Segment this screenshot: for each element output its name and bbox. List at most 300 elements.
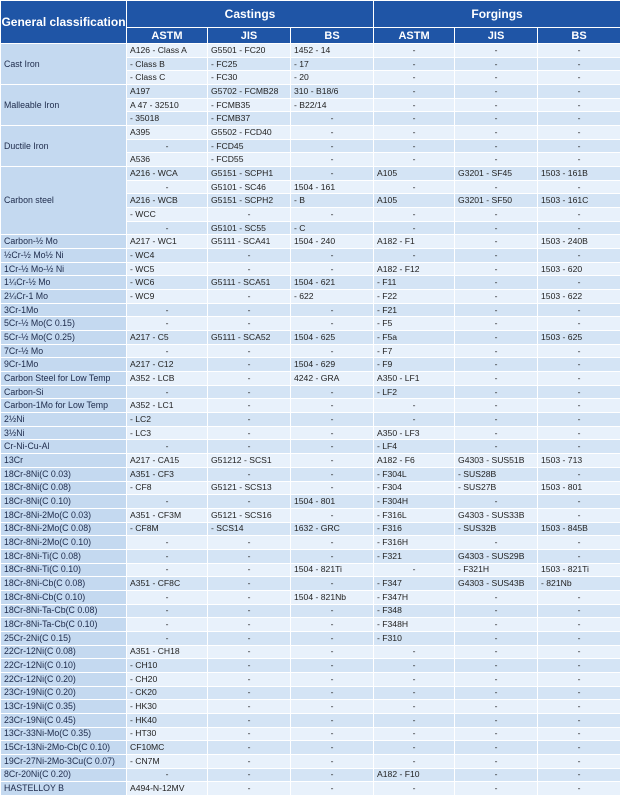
castings-jis-cell: - bbox=[208, 317, 291, 331]
forgings-jis-cell: - bbox=[455, 754, 538, 768]
castings-header: Castings bbox=[127, 1, 374, 28]
classification-cell: 1¼Cr-½ Mo bbox=[1, 276, 127, 290]
castings-jis-cell: G5101 - SC46 bbox=[208, 180, 291, 194]
castings-astm-cell: - bbox=[127, 385, 208, 399]
castings-bs-cell: - bbox=[291, 768, 374, 782]
castings-bs-cell: - bbox=[291, 208, 374, 222]
castings-astm-cell: - LC3 bbox=[127, 426, 208, 440]
castings-astm-cell: - Class B bbox=[127, 57, 208, 71]
forgings-bs-cell: - bbox=[538, 467, 620, 481]
forgings-astm-cell: - F5a bbox=[374, 331, 455, 345]
forgings-bs-cell: - bbox=[538, 618, 620, 632]
forgings-bs-cell: - bbox=[538, 139, 620, 153]
forgings-bs-cell: - bbox=[538, 44, 620, 58]
castings-astm-cell: - bbox=[127, 768, 208, 782]
castings-jis-cell: - bbox=[208, 249, 291, 263]
forgings-bs-cell: - bbox=[538, 57, 620, 71]
table-row bbox=[1, 440, 620, 454]
forgings-bs-cell: - bbox=[538, 399, 620, 413]
forgings-jis-cell: - bbox=[455, 331, 538, 345]
forgings-bs-cell: - bbox=[538, 85, 620, 99]
forgings-astm-cell: - F316L bbox=[374, 508, 455, 522]
castings-jis-cell: G5111 - SCA51 bbox=[208, 276, 291, 290]
castings-jis-cell: - bbox=[208, 549, 291, 563]
castings-bs-cell: 1504 - 240 bbox=[291, 235, 374, 249]
castings-astm-cell: A351 - CF8C bbox=[127, 577, 208, 591]
classification-cell: 7Cr-½ Mo bbox=[1, 344, 127, 358]
forgings-bs-cell: - bbox=[538, 604, 620, 618]
castings-astm-cell: A216 - WCB bbox=[127, 194, 208, 208]
forgings-bs-cell: - bbox=[538, 317, 620, 331]
castings-bs-cell: - bbox=[291, 754, 374, 768]
classification-cell: 18Cr-8Ni-2Mo(C 0.03) bbox=[1, 508, 127, 522]
castings-bs-cell: 1504 - 621 bbox=[291, 276, 374, 290]
forgings-astm-cell: - F22 bbox=[374, 290, 455, 304]
castings-bs-cell: 1504 - 821Nb bbox=[291, 590, 374, 604]
forgings-astm-cell: A105 bbox=[374, 167, 455, 181]
forgings-astm-cell: - bbox=[374, 645, 455, 659]
castings-astm-cell: - Class C bbox=[127, 71, 208, 85]
forgings-astm-cell: - F304L bbox=[374, 467, 455, 481]
forgings-jis-cell: - bbox=[455, 358, 538, 372]
table-row bbox=[1, 331, 620, 345]
castings-jis-cell: G5502 - FCD40 bbox=[208, 126, 291, 140]
forgings-astm-cell: - bbox=[374, 413, 455, 427]
forgings-bs-cell: - bbox=[538, 549, 620, 563]
table-row bbox=[1, 385, 620, 399]
castings-astm-cell: CF10MC bbox=[127, 741, 208, 755]
castings-astm-cell: - bbox=[127, 317, 208, 331]
castings-jis-cell: - bbox=[208, 303, 291, 317]
castings-astm-cell: - CN7M bbox=[127, 754, 208, 768]
forgings-bs-cell: - bbox=[538, 98, 620, 112]
classification-cell: 13Cr-19Ni(C 0.35) bbox=[1, 700, 127, 714]
castings-bs-cell: - bbox=[291, 508, 374, 522]
forgings-astm-cell: A350 - LF3 bbox=[374, 426, 455, 440]
table-row bbox=[1, 372, 620, 386]
castings-bs-cell: - bbox=[291, 126, 374, 140]
table-row bbox=[1, 167, 620, 181]
table-row bbox=[1, 782, 620, 796]
forgings-jis-cell: - bbox=[455, 235, 538, 249]
table-row bbox=[1, 290, 620, 304]
forgings-bs-cell: - bbox=[538, 754, 620, 768]
castings-jis-cell: - bbox=[208, 467, 291, 481]
table-row bbox=[1, 659, 620, 673]
classification-cell: 18Cr-8Ni-2Mo(C 0.08) bbox=[1, 522, 127, 536]
castings-astm-cell: A352 - LCB bbox=[127, 372, 208, 386]
classification-cell: 23Cr-19Ni(C 0.20) bbox=[1, 686, 127, 700]
table-row bbox=[1, 631, 620, 645]
forgings-jis-cell: - bbox=[455, 180, 538, 194]
forgings-jis-cell: - bbox=[455, 249, 538, 263]
forgings-bs-cell: 1503 - 161C bbox=[538, 194, 620, 208]
castings-jis-cell: - bbox=[208, 713, 291, 727]
table-row bbox=[1, 549, 620, 563]
forgings-astm-cell: - F304H bbox=[374, 495, 455, 509]
forgings-astm-cell: - bbox=[374, 782, 455, 796]
forgings-bs-cell: - bbox=[538, 508, 620, 522]
castings-jis-cell: - bbox=[208, 495, 291, 509]
forgings-jis-cell: - bbox=[455, 399, 538, 413]
forgings-bs-cell: - bbox=[538, 590, 620, 604]
forgings-jis-cell: - bbox=[455, 276, 538, 290]
castings-astm-cell: A217 - C5 bbox=[127, 331, 208, 345]
forgings-jis-cell: - bbox=[455, 645, 538, 659]
forgings-bs-header: BS bbox=[538, 28, 620, 44]
table-row bbox=[1, 454, 620, 468]
castings-bs-cell: - bbox=[291, 727, 374, 741]
table-row bbox=[1, 618, 620, 632]
forgings-jis-cell: - bbox=[455, 126, 538, 140]
classification-cell: 15Cr-13Ni-2Mo-Cb(C 0.10) bbox=[1, 741, 127, 755]
forgings-bs-cell: - bbox=[538, 249, 620, 263]
forgings-astm-cell: - F347H bbox=[374, 590, 455, 604]
castings-astm-cell: A216 - WCA bbox=[127, 167, 208, 181]
forgings-bs-cell: - bbox=[538, 385, 620, 399]
forgings-bs-cell: - bbox=[538, 659, 620, 673]
forgings-jis-cell: - bbox=[455, 139, 538, 153]
castings-jis-cell: - FCD55 bbox=[208, 153, 291, 167]
forgings-astm-cell: - F5 bbox=[374, 317, 455, 331]
forgings-jis-cell: - bbox=[455, 672, 538, 686]
forgings-astm-cell: - F316H bbox=[374, 536, 455, 550]
table-row bbox=[1, 276, 620, 290]
forgings-astm-cell: - bbox=[374, 112, 455, 126]
forgings-jis-cell: - bbox=[455, 303, 538, 317]
castings-astm-cell: A217 - CA15 bbox=[127, 454, 208, 468]
forgings-jis-cell: G3201 - SF50 bbox=[455, 194, 538, 208]
forgings-bs-cell: - bbox=[538, 153, 620, 167]
castings-jis-cell: G5121 - SCS16 bbox=[208, 508, 291, 522]
castings-jis-cell: G5121 - SCS13 bbox=[208, 481, 291, 495]
classification-cell: Carbon Steel for Low Temp bbox=[1, 372, 127, 386]
castings-bs-header: BS bbox=[291, 28, 374, 44]
classification-cell: Ductile Iron bbox=[1, 126, 127, 167]
forgings-astm-cell: - bbox=[374, 713, 455, 727]
castings-bs-cell: - bbox=[291, 700, 374, 714]
forgings-bs-cell: 1503 - 620 bbox=[538, 262, 620, 276]
forgings-bs-cell: 1503 - 821Ti bbox=[538, 563, 620, 577]
forgings-jis-cell: - bbox=[455, 153, 538, 167]
table-row bbox=[1, 686, 620, 700]
forgings-astm-cell: - bbox=[374, 126, 455, 140]
classification-cell: Cast Iron bbox=[1, 44, 127, 85]
forgings-bs-cell: 1503 - 161B bbox=[538, 167, 620, 181]
forgings-bs-cell: - bbox=[538, 645, 620, 659]
castings-astm-cell: A351 - CF3 bbox=[127, 467, 208, 481]
classification-cell: 22Cr-12Ni(C 0.08) bbox=[1, 645, 127, 659]
forgings-astm-cell: A182 - F10 bbox=[374, 768, 455, 782]
forgings-jis-header: JIS bbox=[455, 28, 538, 44]
castings-jis-cell: - bbox=[208, 426, 291, 440]
castings-astm-cell: - bbox=[127, 221, 208, 235]
forgings-astm-cell: - F347 bbox=[374, 577, 455, 591]
classification-cell: Carbon steel bbox=[1, 167, 127, 235]
table-row bbox=[1, 577, 620, 591]
forgings-jis-cell: - bbox=[455, 782, 538, 796]
classification-cell: 18Cr-8Ni-Ti(C 0.08) bbox=[1, 549, 127, 563]
table-row bbox=[1, 536, 620, 550]
castings-astm-header: ASTM bbox=[127, 28, 208, 44]
classification-cell: Carbon-1Mo for Low Temp bbox=[1, 399, 127, 413]
castings-astm-cell: A 47 - 32510 bbox=[127, 98, 208, 112]
table-row bbox=[1, 563, 620, 577]
castings-astm-cell: - bbox=[127, 180, 208, 194]
classification-cell: 2½Ni bbox=[1, 413, 127, 427]
castings-bs-cell: 1504 - 625 bbox=[291, 331, 374, 345]
table-row bbox=[1, 262, 620, 276]
forgings-astm-cell: - F316 bbox=[374, 522, 455, 536]
castings-jis-cell: - FC25 bbox=[208, 57, 291, 71]
table-row bbox=[1, 249, 620, 263]
castings-astm-cell: - bbox=[127, 604, 208, 618]
table-row bbox=[1, 672, 620, 686]
forgings-jis-cell: - bbox=[455, 741, 538, 755]
castings-jis-cell: - FCMB37 bbox=[208, 112, 291, 126]
forgings-astm-cell: - bbox=[374, 221, 455, 235]
classification-cell: 3Cr-1Mo bbox=[1, 303, 127, 317]
castings-astm-cell: A494-N-12MV bbox=[127, 782, 208, 796]
forgings-bs-cell: - bbox=[538, 276, 620, 290]
castings-jis-cell: - bbox=[208, 618, 291, 632]
forgings-astm-cell: - F304 bbox=[374, 481, 455, 495]
forgings-jis-cell: - bbox=[455, 413, 538, 427]
forgings-astm-cell: - bbox=[374, 71, 455, 85]
forgings-jis-cell: - bbox=[455, 426, 538, 440]
classification-cell: ½Cr-½ Mo½ Ni bbox=[1, 249, 127, 263]
castings-jis-cell: G5111 - SCA41 bbox=[208, 235, 291, 249]
castings-bs-cell: - bbox=[291, 167, 374, 181]
castings-bs-cell: 4242 - GRA bbox=[291, 372, 374, 386]
castings-bs-cell: - bbox=[291, 112, 374, 126]
forgings-jis-cell: - bbox=[455, 344, 538, 358]
forgings-astm-cell: - bbox=[374, 139, 455, 153]
classification-cell: 22Cr-12Ni(C 0.10) bbox=[1, 659, 127, 673]
castings-astm-cell: - bbox=[127, 631, 208, 645]
forgings-jis-cell: - bbox=[455, 262, 538, 276]
table-row bbox=[1, 426, 620, 440]
table-row bbox=[1, 413, 620, 427]
castings-astm-cell: - bbox=[127, 590, 208, 604]
castings-bs-cell: - bbox=[291, 317, 374, 331]
castings-jis-cell: G5101 - SC55 bbox=[208, 221, 291, 235]
castings-astm-cell: - bbox=[127, 440, 208, 454]
table-row bbox=[1, 85, 620, 99]
forgings-bs-cell: - bbox=[538, 358, 620, 372]
forgings-jis-cell: - bbox=[455, 208, 538, 222]
table-row bbox=[1, 522, 620, 536]
castings-bs-cell: - bbox=[291, 604, 374, 618]
castings-bs-cell: - bbox=[291, 713, 374, 727]
forgings-astm-cell: - bbox=[374, 180, 455, 194]
castings-bs-cell: - B bbox=[291, 194, 374, 208]
castings-jis-cell: - bbox=[208, 563, 291, 577]
castings-bs-cell: - C bbox=[291, 221, 374, 235]
forgings-astm-cell: - bbox=[374, 98, 455, 112]
forgings-bs-cell: - bbox=[538, 440, 620, 454]
forgings-jis-cell: G3201 - SF45 bbox=[455, 167, 538, 181]
forgings-jis-cell: - bbox=[455, 536, 538, 550]
castings-jis-cell: - bbox=[208, 290, 291, 304]
castings-bs-cell: - bbox=[291, 536, 374, 550]
classification-cell: HASTELLOY B bbox=[1, 782, 127, 796]
castings-bs-cell: 1452 - 14 bbox=[291, 44, 374, 58]
castings-astm-cell: - CH20 bbox=[127, 672, 208, 686]
castings-bs-cell: 1504 - 821Ti bbox=[291, 563, 374, 577]
castings-astm-cell: - CF8 bbox=[127, 481, 208, 495]
forgings-bs-cell: - bbox=[538, 713, 620, 727]
forgings-astm-cell: - F348H bbox=[374, 618, 455, 632]
castings-astm-cell: - HK30 bbox=[127, 700, 208, 714]
castings-jis-cell: - bbox=[208, 645, 291, 659]
table-row bbox=[1, 508, 620, 522]
classification-cell: 23Cr-19Ni(C 0.45) bbox=[1, 713, 127, 727]
castings-jis-cell: G5151 - SCPH1 bbox=[208, 167, 291, 181]
forgings-astm-cell: - bbox=[374, 399, 455, 413]
castings-jis-cell: - FCMB35 bbox=[208, 98, 291, 112]
forgings-astm-cell: - bbox=[374, 741, 455, 755]
castings-astm-cell: A217 - C12 bbox=[127, 358, 208, 372]
forgings-jis-cell: - bbox=[455, 317, 538, 331]
castings-astm-cell: A352 - LC1 bbox=[127, 399, 208, 413]
castings-astm-cell: - WC9 bbox=[127, 290, 208, 304]
classification-cell: 18Cr-8Ni(C 0.08) bbox=[1, 481, 127, 495]
castings-bs-cell: - bbox=[291, 631, 374, 645]
forgings-astm-cell: - bbox=[374, 44, 455, 58]
castings-bs-cell: - bbox=[291, 782, 374, 796]
forgings-astm-cell: - F348 bbox=[374, 604, 455, 618]
castings-astm-cell: - HT30 bbox=[127, 727, 208, 741]
castings-astm-cell: A395 bbox=[127, 126, 208, 140]
forgings-bs-cell: - bbox=[538, 71, 620, 85]
forgings-astm-cell: A350 - LF1 bbox=[374, 372, 455, 386]
castings-jis-cell: - bbox=[208, 372, 291, 386]
castings-bs-cell: - bbox=[291, 645, 374, 659]
castings-bs-cell: - bbox=[291, 454, 374, 468]
forgings-jis-cell: - bbox=[455, 713, 538, 727]
forgings-astm-cell: - bbox=[374, 85, 455, 99]
table-row bbox=[1, 604, 620, 618]
forgings-astm-cell: - bbox=[374, 249, 455, 263]
forgings-bs-cell: - bbox=[538, 208, 620, 222]
castings-astm-cell: - bbox=[127, 549, 208, 563]
castings-jis-cell: - bbox=[208, 782, 291, 796]
forgings-astm-cell: - F7 bbox=[374, 344, 455, 358]
forgings-astm-cell: - bbox=[374, 208, 455, 222]
table-row bbox=[1, 481, 620, 495]
castings-astm-cell: - CK20 bbox=[127, 686, 208, 700]
forgings-jis-cell: - bbox=[455, 112, 538, 126]
forgings-astm-header: ASTM bbox=[374, 28, 455, 44]
castings-bs-cell: 1504 - 161 bbox=[291, 180, 374, 194]
castings-jis-cell: - bbox=[208, 590, 291, 604]
table-row bbox=[1, 126, 620, 140]
castings-jis-cell: - bbox=[208, 631, 291, 645]
castings-jis-cell: - bbox=[208, 536, 291, 550]
table-row bbox=[1, 317, 620, 331]
table-row bbox=[1, 44, 620, 58]
table-row bbox=[1, 467, 620, 481]
forgings-astm-cell: - bbox=[374, 754, 455, 768]
general-classification-header: General classification bbox=[1, 1, 127, 44]
forgings-astm-cell: - F310 bbox=[374, 631, 455, 645]
forgings-bs-cell: 1503 - 801 bbox=[538, 481, 620, 495]
table-row bbox=[1, 768, 620, 782]
castings-jis-cell: - bbox=[208, 686, 291, 700]
castings-astm-cell: - bbox=[127, 563, 208, 577]
castings-astm-cell: - WC5 bbox=[127, 262, 208, 276]
forgings-astm-cell: - F11 bbox=[374, 276, 455, 290]
castings-bs-cell: - bbox=[291, 153, 374, 167]
forgings-astm-cell: - F321 bbox=[374, 549, 455, 563]
table-header bbox=[1, 1, 620, 44]
forgings-bs-cell: - bbox=[538, 426, 620, 440]
forgings-astm-cell: A182 - F1 bbox=[374, 235, 455, 249]
table-row bbox=[1, 590, 620, 604]
forgings-bs-cell: 1503 - 625 bbox=[538, 331, 620, 345]
forgings-jis-cell: - bbox=[455, 686, 538, 700]
castings-bs-cell: - bbox=[291, 481, 374, 495]
forgings-jis-cell: - bbox=[455, 604, 538, 618]
forgings-astm-cell: A182 - F6 bbox=[374, 454, 455, 468]
classification-cell: 18Cr-8Ni-Cb(C 0.08) bbox=[1, 577, 127, 591]
classification-cell: 18Cr-8Ni-Ti(C 0.10) bbox=[1, 563, 127, 577]
castings-jis-cell: G5702 - FCMB28 bbox=[208, 85, 291, 99]
classification-cell: 1Cr-½ Mo-½ Ni bbox=[1, 262, 127, 276]
classification-cell: 25Cr-2Ni(C 0.15) bbox=[1, 631, 127, 645]
table-row bbox=[1, 727, 620, 741]
castings-astm-cell: A217 - WC1 bbox=[127, 235, 208, 249]
castings-jis-header: JIS bbox=[208, 28, 291, 44]
castings-astm-cell: - LC2 bbox=[127, 413, 208, 427]
castings-jis-cell: - bbox=[208, 440, 291, 454]
classification-cell: 2¼Cr-1 Mo bbox=[1, 290, 127, 304]
forgings-bs-cell: - bbox=[538, 126, 620, 140]
table-row bbox=[1, 303, 620, 317]
castings-astm-cell: A351 - CH18 bbox=[127, 645, 208, 659]
castings-astm-cell: - bbox=[127, 618, 208, 632]
forgings-jis-cell: - bbox=[455, 57, 538, 71]
forgings-jis-cell: - bbox=[455, 440, 538, 454]
castings-astm-cell: - 35018 bbox=[127, 112, 208, 126]
castings-astm-cell: A126 - Class A bbox=[127, 44, 208, 58]
classification-cell: 22Cr-12Ni(C 0.20) bbox=[1, 672, 127, 686]
classification-cell: Carbon-½ Mo bbox=[1, 235, 127, 249]
forgings-jis-cell: - bbox=[455, 385, 538, 399]
castings-jis-cell: G51212 - SCS1 bbox=[208, 454, 291, 468]
forgings-jis-cell: - SUS32B bbox=[455, 522, 538, 536]
castings-jis-cell: - bbox=[208, 208, 291, 222]
castings-astm-cell: - HK40 bbox=[127, 713, 208, 727]
castings-astm-cell: - bbox=[127, 139, 208, 153]
forgings-astm-cell: - bbox=[374, 686, 455, 700]
forgings-bs-cell: - bbox=[538, 372, 620, 386]
forgings-jis-cell: - bbox=[455, 221, 538, 235]
castings-bs-cell: 1504 - 629 bbox=[291, 358, 374, 372]
classification-cell: 3½Ni bbox=[1, 426, 127, 440]
forgings-bs-cell: - bbox=[538, 700, 620, 714]
forgings-astm-cell: - bbox=[374, 672, 455, 686]
table-row bbox=[1, 713, 620, 727]
castings-jis-cell: - bbox=[208, 672, 291, 686]
castings-jis-cell: G5501 - FC20 bbox=[208, 44, 291, 58]
castings-jis-cell: - FC30 bbox=[208, 71, 291, 85]
forgings-astm-cell: - F9 bbox=[374, 358, 455, 372]
forgings-jis-cell: - bbox=[455, 700, 538, 714]
castings-bs-cell: - 20 bbox=[291, 71, 374, 85]
castings-astm-cell: - bbox=[127, 495, 208, 509]
